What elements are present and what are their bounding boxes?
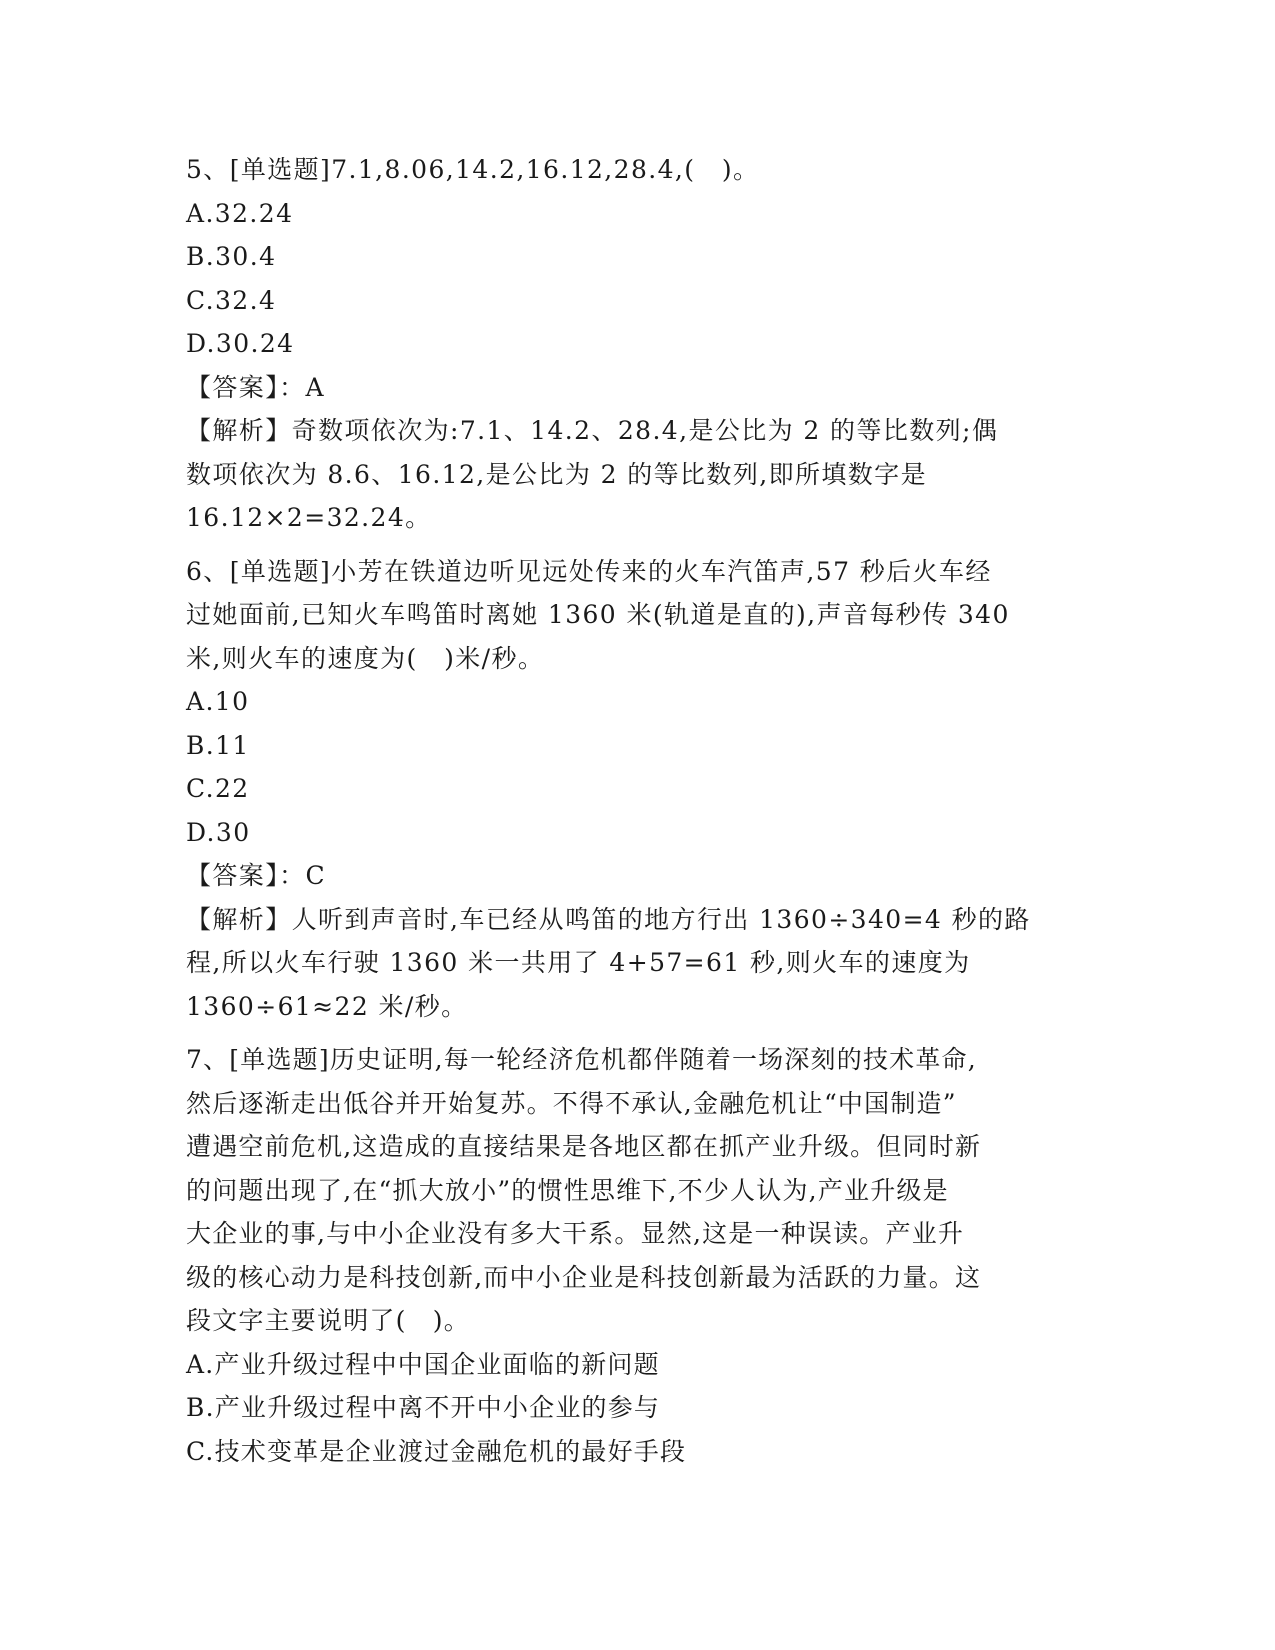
question-7 bbox=[186, 1038, 1086, 1473]
question-6 bbox=[186, 550, 1086, 1029]
question-stem-line: 6、[单选题]小芳在铁道边听见远处传来的火车汽笛声,57 秒后火车经 bbox=[186, 556, 992, 586]
analysis-line: 16.12×2=32.24。 bbox=[186, 503, 432, 532]
option-d: D.30 bbox=[186, 817, 251, 847]
question-stem-line: 大企业的事,与中小企业没有多大干系。显然,这是一种误读。产业升 bbox=[186, 1219, 965, 1248]
analysis-line: 【解析】人听到声音时,车已经从鸣笛的地方行出 1360÷340=4 秒的路 bbox=[186, 904, 1031, 934]
question-stem: 5、[单选题]7.1,8.06,14.2,16.12,28.4,( )。 bbox=[186, 155, 760, 184]
question-stem-line: 级的核心动力是科技创新,而中小企业是科技创新最为活跃的力量。这 bbox=[186, 1262, 982, 1292]
question-stem-line: 遭遇空前危机,这造成的直接结果是各地区都在抓产业升级。但同时新 bbox=[186, 1132, 982, 1161]
option-a: A.32.24 bbox=[186, 198, 294, 228]
question-stem-line: 7、[单选题]历史证明,每一轮经济危机都伴随着一场深刻的技术革命, bbox=[186, 1045, 977, 1074]
analysis-line: 程,所以火车行驶 1360 米一共用了 4+57=61 秒,则火车的速度为 bbox=[186, 948, 971, 977]
option-b: B.11 bbox=[186, 730, 250, 760]
option-c: C.32.4 bbox=[186, 285, 277, 315]
option-c: C.22 bbox=[186, 774, 250, 803]
question-stem-line: 米,则火车的速度为( )米/秒。 bbox=[186, 643, 545, 673]
analysis-line: 数项依次为 8.6、16.12,是公比为 2 的等比数列,即所填数字是 bbox=[186, 459, 927, 489]
option-c: C.技术变革是企业渡过金融危机的最好手段 bbox=[186, 1436, 687, 1466]
option-a: A.10 bbox=[186, 687, 250, 716]
question-stem-line: 的问题出现了,在“抓大放小”的惯性思维下,不少人认为,产业升级是 bbox=[186, 1175, 949, 1205]
question-stem-line: 然后逐渐走出低谷并开始复苏。不得不承认,金融危机让“中国制造” bbox=[186, 1088, 957, 1118]
question-stem-line: 过她面前,已知火车鸣笛时离她 1360 米(轨道是直的),声音每秒传 340 bbox=[186, 600, 1010, 629]
option-b: B.30.4 bbox=[186, 242, 277, 271]
analysis-line: 【解析】奇数项依次为:7.1、14.2、28.4,是公比为 2 的等比数列;偶 bbox=[186, 416, 999, 445]
answer: 【答案】：A bbox=[186, 372, 325, 402]
analysis-line: 1360÷61≈22 米/秒。 bbox=[186, 991, 468, 1021]
option-d: D.30.24 bbox=[186, 329, 295, 358]
option-b: B.产业升级过程中离不开中小企业的参与 bbox=[186, 1393, 661, 1422]
answer: 【答案】：C bbox=[186, 861, 327, 890]
question-list bbox=[186, 148, 1086, 1473]
question-stem-line: 段文字主要说明了( )。 bbox=[186, 1306, 470, 1335]
option-a: A.产业升级过程中中国企业面临的新问题 bbox=[186, 1349, 660, 1379]
question-5 bbox=[186, 148, 1086, 540]
